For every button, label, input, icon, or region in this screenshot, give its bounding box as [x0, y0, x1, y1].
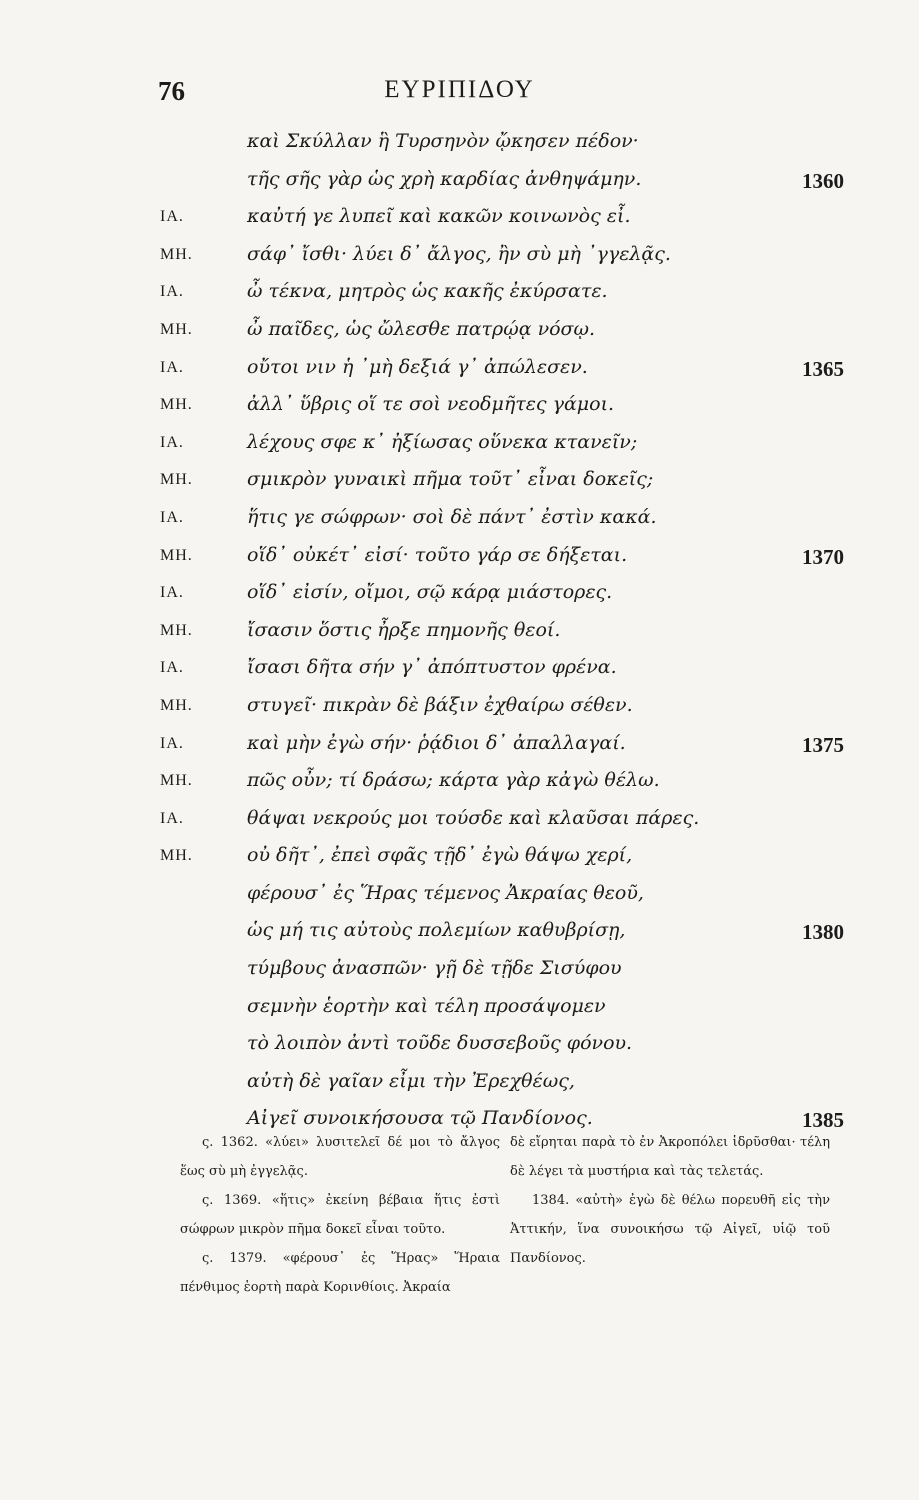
- verse-line: [160, 1027, 860, 1065]
- verse-text: καὶ Σκύλλαν ἣ Τυρσηνὸν ᾤκησεν πέδον·: [247, 130, 639, 152]
- verse-text: τῆς σῆς γὰρ ὡς χρὴ καρδίας ἀνθηψάμην.: [247, 167, 642, 190]
- verse-text: ὦ τέκνα, μητρὸς ὡς κακῆς ἐκύρσατε.: [247, 280, 608, 303]
- verse-line: [160, 388, 860, 426]
- speaker-label: ΙΑ.: [160, 358, 184, 376]
- verse-line: [160, 313, 860, 351]
- verse-text: φέρουσ᾽ ἐς Ἥρας τέμενος Ἀκραίας θεοῦ,: [247, 881, 644, 904]
- speaker-label: ΙΑ.: [160, 809, 184, 827]
- speaker-label: ΜΗ.: [160, 396, 193, 414]
- verse-text: ἀλλ᾽ ὕβρις οἵ τε σοὶ νεοδμῆτες γάμοι.: [247, 393, 615, 416]
- verse-text: ὦ παῖδες, ὡς ὤλεσθε πατρῴᾳ νόσῳ.: [247, 317, 596, 340]
- verse-block: [160, 125, 860, 1140]
- running-head: ΕΥΡΙΠΙΔΟΥ: [384, 76, 535, 103]
- speaker-label: ΜΗ.: [160, 245, 193, 263]
- verse-text: οὔτοι νιν ἡ ᾽μὴ δεξιά γ᾽ ἀπώλεσεν.: [247, 355, 588, 378]
- verse-line: [160, 914, 860, 952]
- verse-line: [160, 576, 860, 614]
- verse-line: [160, 200, 860, 238]
- line-number: 1365: [802, 356, 844, 381]
- speaker-label: ΙΑ.: [160, 734, 184, 752]
- speaker-label: ΜΗ.: [160, 621, 193, 639]
- verse-text: Αἰγεῖ συνοικήσουσα τῷ Πανδίονος.: [247, 1107, 593, 1130]
- line-number: 1370: [802, 544, 844, 569]
- page-number: 76: [158, 76, 185, 106]
- speaker-label: ΙΑ.: [160, 433, 184, 451]
- speaker-label: ΜΗ.: [160, 546, 193, 564]
- speaker-label: ΜΗ.: [160, 320, 193, 338]
- verse-line: [160, 463, 860, 501]
- verse-line: [160, 727, 860, 765]
- verse-line: [160, 614, 860, 652]
- verse-text: οἵδ᾽ οὐκέτ᾽ εἰσί· τοῦτο γάρ σε δήξεται.: [247, 543, 628, 566]
- speaker-label: ΜΗ.: [160, 847, 193, 865]
- verse-line: [160, 501, 860, 539]
- verse-text: ἥτις γε σώφρων· σοὶ δὲ πάντ᾽ ἐστὶν κακά.: [247, 505, 657, 528]
- commentary-note: ς. 1369. «ἥτις» ἐκείνη βέβαια ἥτις ἐστὶ σώφρων μικρὸν πῆμα δοκεῖ εἶναι τοῦτο.: [180, 1193, 500, 1237]
- line-number: 1380: [802, 920, 844, 945]
- speaker-label: ΜΗ.: [160, 696, 193, 714]
- speaker-label: ΙΑ.: [160, 659, 184, 677]
- verse-text: καὐτή γε λυπεῖ καὶ κακῶν κοινωνὸς εἶ.: [247, 205, 631, 228]
- verse-text: σάφ᾽ ἴσθι· λύει δ᾽ ἄλγος, ἢν σὺ μὴ ᾽γγελᾷς.: [247, 242, 671, 265]
- line-number: 1360: [802, 168, 844, 193]
- verse-line: [160, 125, 860, 163]
- verse-text: ὡς μή τις αὐτοὺς πολεμίων καθυβρίσῃ,: [247, 919, 626, 942]
- commentary-note: δὲ εἴρηται παρὰ τὸ ἐν Ἀκροπόλει ἱδρῦσθαι· τέλη δὲ λέγει τὰ μυστήρια καὶ τὰς τελετάς.: [510, 1135, 830, 1179]
- verse-line: [160, 351, 860, 389]
- speaker-label: ΙΑ.: [160, 283, 184, 301]
- speaker-label: ΜΗ.: [160, 772, 193, 790]
- commentary-note: ς. 1379. «φέρουσ᾽ ἐς Ἥρας» Ἥραια πένθιμος ἑορτὴ παρὰ Κορινθίοις. Ἀκραία: [180, 1251, 500, 1295]
- verse-line: [160, 539, 860, 577]
- speaker-label: ΙΑ.: [160, 584, 184, 602]
- commentary-right-column: [510, 1128, 830, 1273]
- verse-line: [160, 238, 860, 276]
- verse-line: [160, 689, 860, 727]
- verse-text: οἵδ᾽ εἰσίν, οἴμοι, σῷ κάρᾳ μιάστορες.: [247, 581, 613, 604]
- verse-text: θάψαι νεκρούς μοι τούσδε καὶ κλαῦσαι πάρες.: [247, 806, 700, 829]
- verse-text: στυγεῖ· πικρὰν δὲ βάξιν ἐχθαίρω σέθεν.: [247, 693, 633, 716]
- verse-text: ἴσασι δῆτα σήν γ᾽ ἀπόπτυστον φρένα.: [247, 656, 617, 679]
- commentary-left-column: [180, 1128, 500, 1302]
- verse-text: τὸ λοιπὸν ἀντὶ τοῦδε δυσσεβοῦς φόνου.: [247, 1032, 633, 1055]
- verse-text: ἴσασιν ὅστις ἦρξε πημονῆς θεοί.: [247, 618, 561, 641]
- verse-text: σμικρὸν γυναικὶ πῆμα τοῦτ᾽ εἶναι δοκεῖς;: [247, 468, 654, 491]
- verse-line: [160, 426, 860, 464]
- speaker-label: ΙΑ.: [160, 508, 184, 526]
- verse-text: οὐ δῆτ᾽, ἐπεὶ σφᾶς τῇδ᾽ ἐγὼ θάψω χερί,: [247, 844, 633, 867]
- verse-line: [160, 1065, 860, 1103]
- verse-line: [160, 764, 860, 802]
- verse-text: πῶς οὖν; τί δράσω; κάρτα γὰρ κἀγὼ θέλω.: [247, 769, 660, 792]
- verse-text: καὶ μὴν ἐγὼ σήν· ῥᾴδιοι δ᾽ ἀπαλλαγαί.: [247, 731, 626, 754]
- verse-text: τύμβους ἀνασπῶν· γῇ δὲ τῇδε Σισύφου: [247, 957, 622, 980]
- verse-line: [160, 952, 860, 990]
- verse-line: [160, 990, 860, 1028]
- speaker-label: ΜΗ.: [160, 471, 193, 489]
- verse-text: αὐτὴ δὲ γαῖαν εἶμι τὴν Ἐρεχθέως,: [247, 1069, 575, 1092]
- verse-text: σεμνὴν ἑορτὴν καὶ τέλη προσάψομεν: [247, 994, 606, 1017]
- verse-line: [160, 839, 860, 877]
- verse-line: [160, 275, 860, 313]
- verse-line: [160, 163, 860, 201]
- commentary-note: ς. 1362. «λύει» λυσιτελεῖ δέ μοι τὸ ἄλγος ἕως σὺ μὴ ἐγγελᾷς.: [180, 1135, 500, 1179]
- verse-line: [160, 802, 860, 840]
- verse-line: [160, 651, 860, 689]
- verse-text: λέχους σφε κ᾽ ἠξίωσας οὕνεκα κτανεῖν;: [247, 430, 638, 453]
- line-number: 1375: [802, 732, 844, 757]
- line-number: 1385: [802, 1108, 844, 1133]
- verse-line: [160, 877, 860, 915]
- commentary-note: 1384. «αὐτὴ» ἐγὼ δὲ θέλω πορευθῆ εἰς τὴν Ἀττικήν, ἵνα συνοικήσω τῷ Αἰγεῖ, υἱῷ τοῦ Πανδίονος.: [510, 1193, 830, 1266]
- speaker-label: ΙΑ.: [160, 208, 184, 226]
